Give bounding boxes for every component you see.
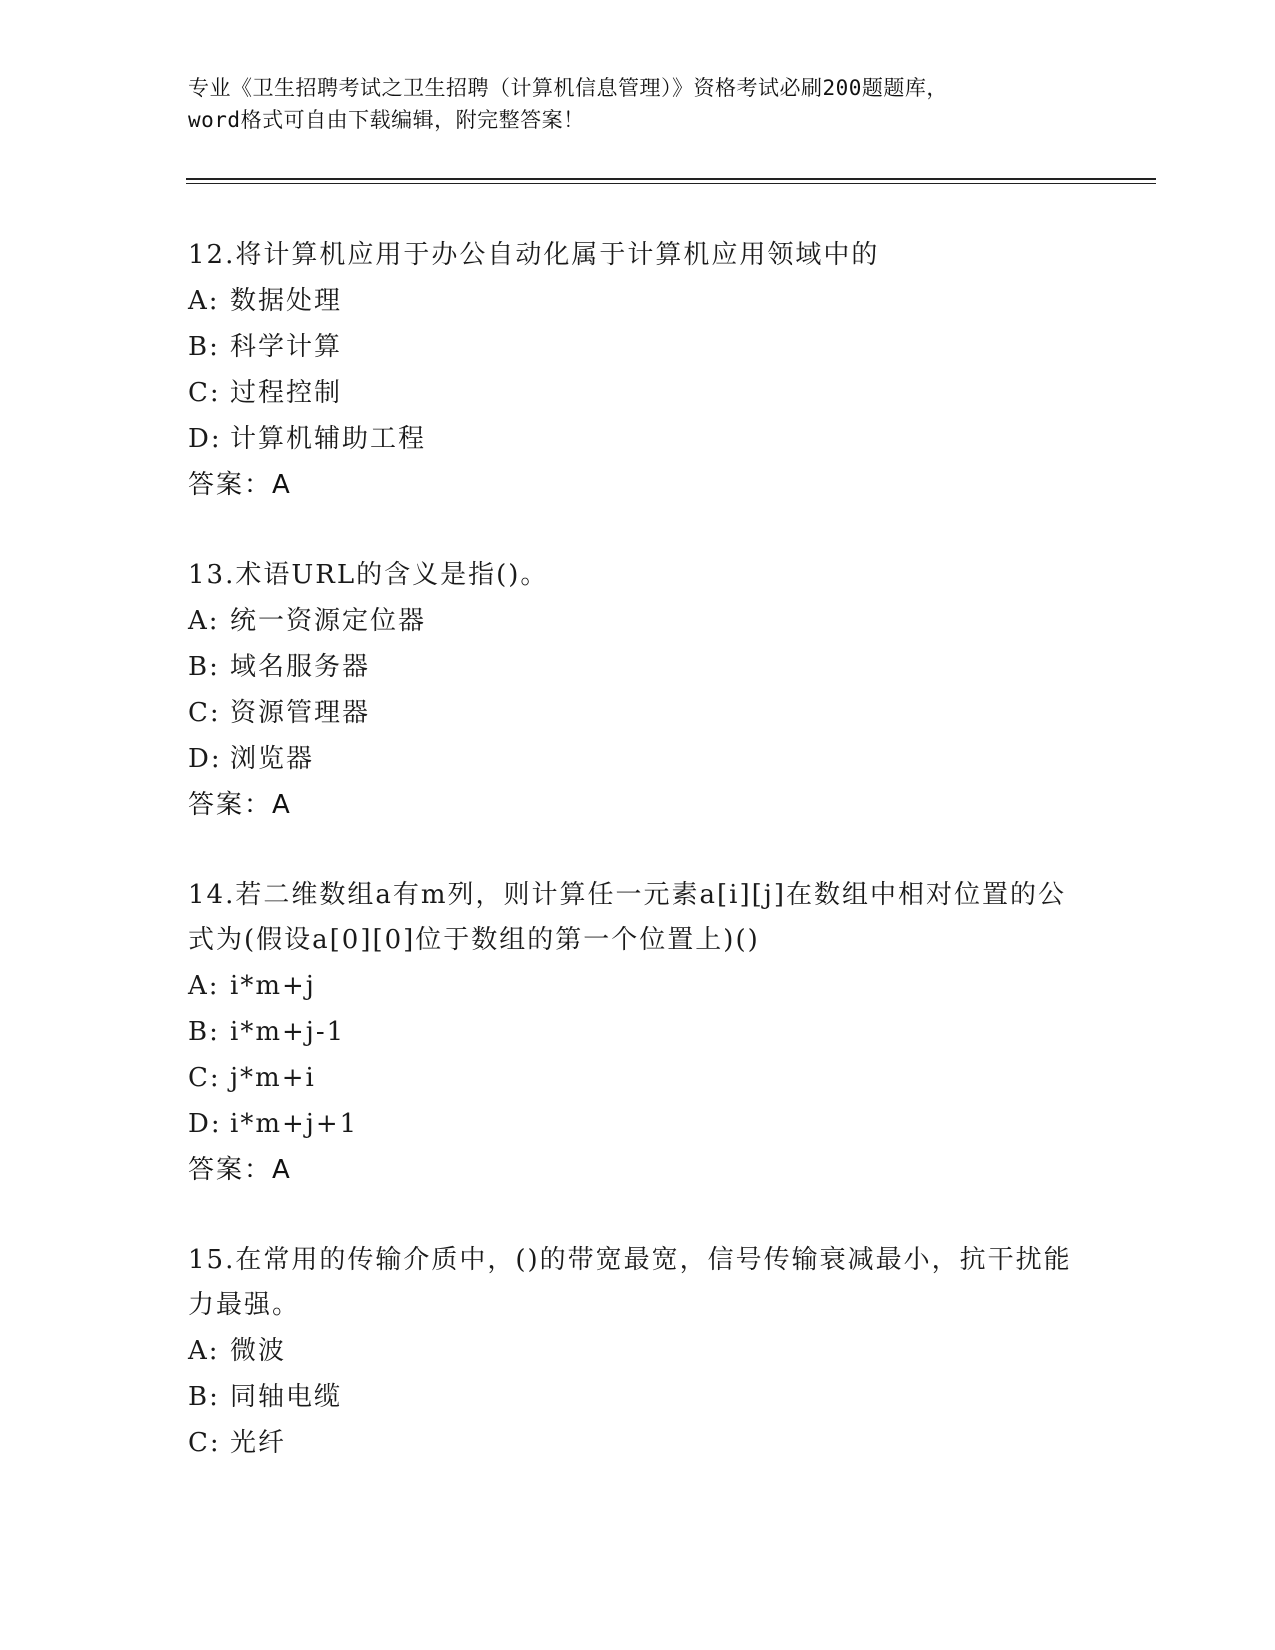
question-14 [188, 873, 1088, 1193]
option-b [188, 324, 1088, 370]
option-b [188, 1374, 1088, 1420]
option-letter: D: [188, 424, 222, 454]
option-letter: D: [188, 744, 222, 774]
option-letter: B: [188, 332, 220, 362]
option-text: 资源管理器 [230, 698, 371, 728]
option-b [188, 644, 1088, 690]
option-d [188, 416, 1088, 462]
option-a [188, 963, 1088, 1009]
option-text: 光纤 [230, 1428, 287, 1458]
option-letter: C: [188, 1428, 221, 1458]
option-letter: C: [188, 698, 221, 728]
question-text: 15.在常用的传输介质中，()的带宽最宽，信号传输衰减最小，抗干扰能力最强。 [188, 1245, 1072, 1320]
option-text: 浏览器 [230, 744, 315, 774]
option-d [188, 1101, 1088, 1147]
header-divider-thin [186, 183, 1156, 184]
answer-line: 答案：A [188, 1155, 292, 1185]
option-c [188, 1420, 1088, 1466]
option-text: 计算机辅助工程 [230, 424, 427, 454]
option-letter: C: [188, 1063, 221, 1093]
question-12 [188, 233, 1088, 508]
option-text: 统一资源定位器 [230, 606, 427, 636]
question-text: 13.术语URL的含义是指()。 [188, 560, 549, 590]
option-letter: A: [188, 1336, 220, 1366]
question-list [188, 233, 1088, 1511]
option-letter: B: [188, 652, 220, 682]
option-text: 数据处理 [230, 286, 343, 316]
header-divider-thick [186, 178, 1156, 180]
option-a [188, 598, 1088, 644]
option-letter: A: [188, 971, 220, 1001]
header-title-line-1: 专业《卫生招聘考试之卫生招聘（计算机信息管理）》资格考试必刷200题题库， [188, 76, 948, 100]
option-letter: B: [188, 1382, 220, 1412]
option-letter: D: [188, 1109, 222, 1139]
option-a [188, 1328, 1088, 1374]
option-text: i*m+j-1 [230, 1017, 346, 1047]
option-text: i*m+j [230, 971, 316, 1001]
question-text: 12.将计算机应用于办公自动化属于计算机应用领域中的 [188, 240, 880, 270]
document-header [188, 72, 1088, 136]
question-text: 14.若二维数组a有m列，则计算任一元素a[i][j]在数组中相对位置的公式为(假设a[0][0]位于数组的第一个位置上)() [188, 880, 1066, 955]
option-text: 过程控制 [230, 378, 343, 408]
question-15 [188, 1238, 1088, 1466]
option-text: 同轴电缆 [230, 1382, 343, 1412]
answer-line: 答案：A [188, 470, 292, 500]
option-c [188, 1055, 1088, 1101]
option-c [188, 690, 1088, 736]
option-a [188, 278, 1088, 324]
option-text: 微波 [230, 1336, 287, 1366]
option-text: 科学计算 [230, 332, 343, 362]
option-text: 域名服务器 [230, 652, 371, 682]
option-letter: A: [188, 286, 220, 316]
question-13 [188, 553, 1088, 828]
option-letter: A: [188, 606, 220, 636]
option-letter: C: [188, 378, 221, 408]
option-b [188, 1009, 1088, 1055]
header-title-line-2: word格式可自由下载编辑，附完整答案！ [188, 108, 585, 132]
answer-line: 答案：A [188, 790, 292, 820]
option-text: i*m+j+1 [230, 1109, 359, 1139]
option-c [188, 370, 1088, 416]
option-text: j*m+i [230, 1063, 316, 1093]
option-letter: B: [188, 1017, 220, 1047]
option-d [188, 736, 1088, 782]
